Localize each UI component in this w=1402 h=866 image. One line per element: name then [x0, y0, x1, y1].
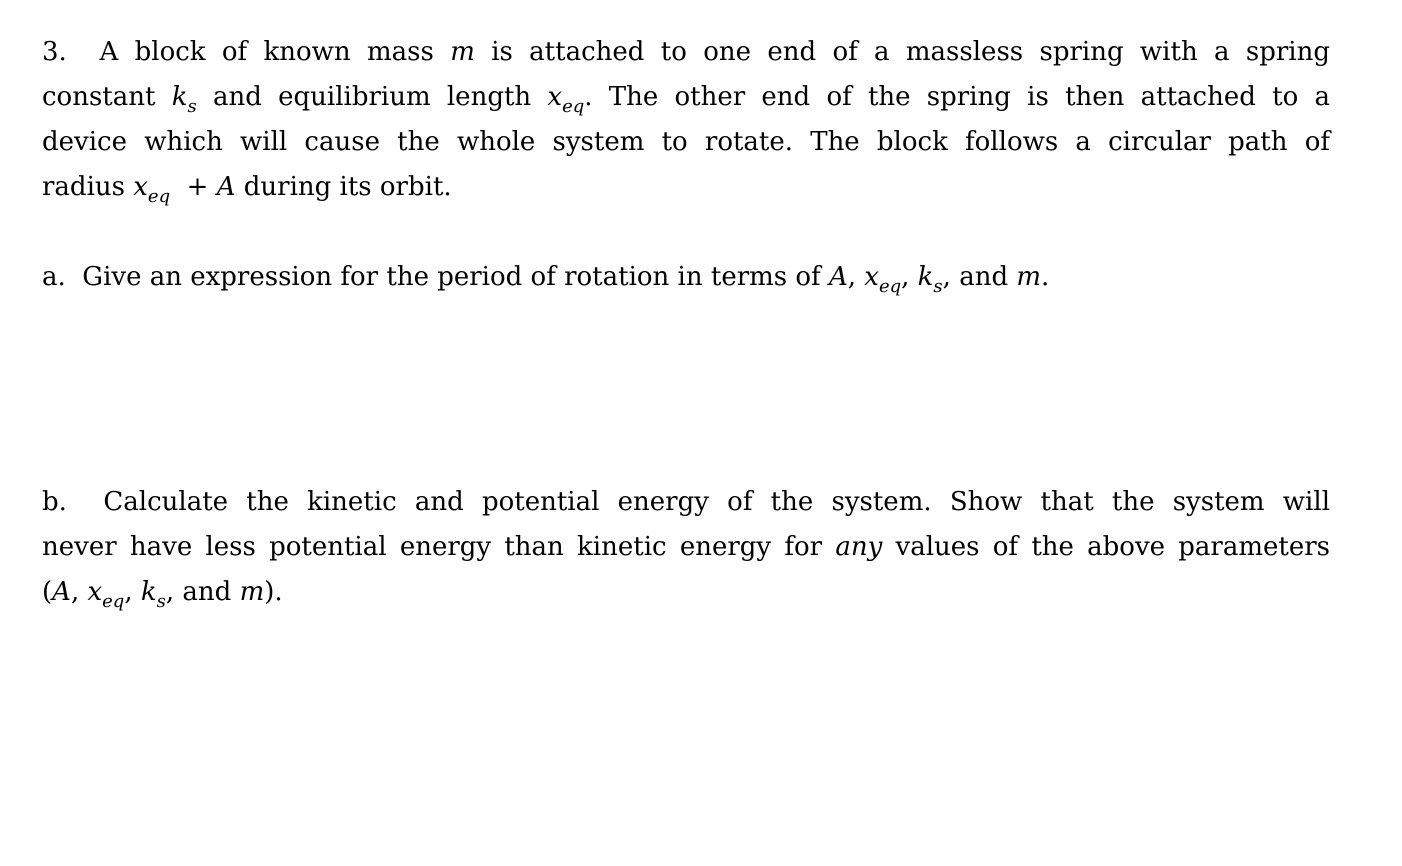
- math-A: A: [828, 262, 848, 292]
- part-a-label: a.: [42, 262, 66, 292]
- subscript-s: s: [933, 276, 943, 297]
- paren-close: ).: [264, 577, 283, 607]
- math-k: k: [171, 82, 188, 112]
- problem-text: . The other end of the spring is then attached to a: [584, 82, 1330, 112]
- problem-text: during its orbit.: [243, 172, 452, 202]
- comma: ,: [70, 577, 80, 607]
- math-x: x: [547, 82, 563, 112]
- problem-number: 3.: [42, 37, 67, 67]
- math-x: x: [864, 262, 879, 292]
- part-a: [42, 255, 1330, 300]
- math-k: k: [917, 262, 934, 292]
- math-k: k: [140, 577, 157, 607]
- math-A: A: [216, 172, 236, 202]
- part-a-text: Give an expression for the period of rotation in terms of: [82, 262, 821, 292]
- emphasis-any: any: [835, 532, 883, 562]
- problem-text: A block of known mass: [99, 37, 434, 67]
- math-xeq: [133, 172, 171, 207]
- part-b-line-1: [42, 480, 1330, 525]
- subscript-eq: eq: [878, 276, 902, 297]
- part-b-text: , and: [165, 577, 232, 607]
- problem-text: constant: [42, 82, 156, 112]
- part-b-text: values of the above parameters: [895, 532, 1331, 562]
- subscript-eq: eq: [102, 591, 125, 612]
- part-b-label: b.: [42, 487, 67, 517]
- problem-line-2: [42, 75, 1330, 120]
- subscript-eq: eq: [562, 96, 585, 117]
- math-x: x: [133, 172, 148, 202]
- spacer: [42, 210, 1330, 255]
- problem-document: [42, 30, 1330, 615]
- part-a-text: , and: [942, 262, 1009, 292]
- math-x: x: [87, 577, 103, 607]
- math-m: m: [239, 577, 265, 607]
- comma: ,: [124, 577, 133, 607]
- comma: ,: [847, 262, 856, 292]
- problem-line-3: device which will cause the whole system to rotate. The block follows a circular path of: [42, 127, 1330, 157]
- part-b-text: never have less potential energy than kinetic energy for: [42, 532, 823, 562]
- problem-text: and equilibrium length: [212, 82, 532, 112]
- comma: ,: [901, 262, 910, 292]
- problem-statement: [42, 30, 1330, 210]
- part-b: [42, 480, 1330, 615]
- problem-line-4: [42, 165, 1330, 210]
- part-b-line-3: [42, 570, 1330, 615]
- math-ks: [917, 262, 943, 297]
- subscript-eq: eq: [147, 186, 171, 207]
- part-b-text: Calculate the kinetic and potential energy of the system. Show that the system will: [103, 487, 1331, 517]
- problem-text: radius: [42, 172, 125, 202]
- paren-open: (: [42, 577, 53, 607]
- math-m: m: [450, 37, 475, 67]
- math-xeq: [547, 82, 585, 117]
- subscript-s: s: [187, 96, 197, 117]
- problem-text: is attached to one end of a massless spring with a spring: [491, 37, 1330, 67]
- math-xeq: [87, 577, 125, 612]
- math-A: A: [52, 577, 71, 607]
- answer-space: [42, 300, 1330, 480]
- math-plus: +: [186, 172, 209, 202]
- problem-line-1: [42, 30, 1330, 75]
- math-ks: [140, 577, 166, 612]
- part-b-line-2: [42, 525, 1330, 570]
- math-ks: [171, 82, 197, 117]
- period: .: [1041, 262, 1050, 292]
- subscript-s: s: [156, 591, 166, 612]
- math-m: m: [1016, 262, 1042, 292]
- math-xeq: [864, 262, 902, 297]
- part-a-line: [42, 255, 1330, 300]
